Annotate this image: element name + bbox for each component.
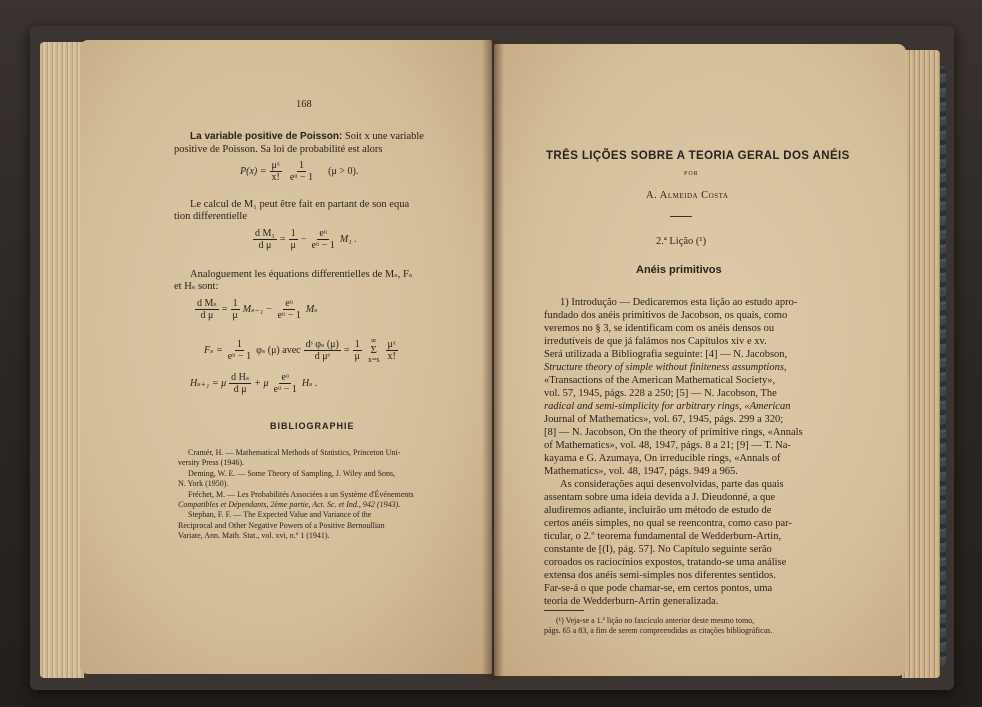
p2-line: assentam sobre uma ideia devida a J. Dieudonné, a que [544, 492, 776, 503]
page-number: 168 [296, 99, 312, 110]
p2-line: constante de [(I), pág. 57]. No Capítulo seguinte serão [544, 544, 772, 555]
eq2-tail: M₁ . [339, 234, 357, 245]
analog-text-2: et Hₛ sont: [174, 281, 219, 292]
eq4-lhs: Fₛ = [204, 344, 223, 356]
p2-line: ticular, o 2.º teorema fundamental de Wedderburn-Artin, [544, 531, 782, 542]
p1-line: Structure theory of simple without finiteness assumptions, [544, 362, 787, 373]
footnote-divider [544, 610, 584, 611]
eq4-t4-den: x! [387, 350, 396, 362]
eq1-frac2-num: 1 [298, 160, 304, 171]
eq4-t4-num: μˣ [387, 338, 396, 350]
p2-line: Far-se-á o que pode chamar-se, em certos pontos, uma [544, 583, 773, 594]
eq5-mid: + μ [254, 378, 269, 389]
eq1-condition: (μ > 0). [328, 166, 359, 177]
eq3-t2-den: eᵘ − 1 [277, 310, 301, 321]
bib-line: versity Press (1946). [178, 458, 244, 468]
eq3-equals: = [221, 304, 228, 315]
p1-line: of Mathematics», vol. 48, 1947, págs. 8 a 21; [9] — T. Na- [544, 440, 791, 451]
eq1-lhs: P(x) = [240, 166, 267, 177]
p2-line: aludiremos adiante, incluirão um método de estudo de [544, 505, 772, 516]
equation-fs [204, 336, 401, 364]
eq1-frac2-den: eᵘ − 1 [289, 172, 314, 183]
footnote-line: (¹) Veja-se a 1.ª lição no fascículo anterior deste mesmo tomo, [556, 616, 755, 625]
section-title: Anéis primitivos [636, 264, 722, 276]
bib-line: Stephan, F. F. — The Expected Value and Variance of the [188, 510, 372, 520]
poisson-paragraph [190, 130, 424, 143]
article-title: TRÊS LIÇÕES SOBRE A TEORIA GERAL DOS ANÉIS [546, 150, 850, 162]
eq1-frac1-den: x! [271, 172, 280, 183]
eq3-t1-den: μ [232, 310, 238, 321]
eq2-t1-num: 1 [290, 228, 296, 239]
eq3-lhs-num: d Mₛ [197, 298, 217, 309]
eq2-lhs-den: d μ [258, 240, 272, 251]
title-divider [670, 216, 692, 217]
p1-line: «Transactions of the American Mathematical Society», [544, 375, 776, 386]
bib-line: Compatibles et Dépendants, 2ème partie, Act. Sc. et Ind., 942 (1943). [178, 500, 401, 510]
p1-line: irredutíveis de que já falámos nos Capítulos xiv e xv. [544, 336, 767, 347]
p2-line: extensa dos anéis semi-simples nos diferentes sentidos. [544, 570, 776, 581]
equation-differential-ms [192, 298, 318, 321]
paragraph-considerations [544, 478, 874, 608]
eq3-t1-num: 1 [232, 298, 238, 309]
eq3-tail: Mₛ [305, 304, 318, 315]
eq5-t1-den: d μ [233, 384, 247, 395]
paragraph-intro [544, 296, 874, 478]
p1-line: Mathematics», vol. 48, 1947, págs. 949 a 965. [544, 466, 738, 477]
p2-line: teoria de Wedderburn-Artin generalizada. [544, 596, 719, 607]
equation-hs [190, 372, 317, 395]
footnote-line: págs. 65 a 83, a fim de serem compreendidas as citações bibliográficas. [544, 626, 773, 636]
eq3-lhs-den: d μ [200, 310, 214, 321]
analog-text-1: Analoguement les équations differentielles de Mₛ, Fₛ [190, 269, 413, 280]
eq2-lhs-num: d M₁ [255, 228, 275, 239]
book-gutter [482, 40, 504, 680]
poisson-heading: La variable positive de Poisson: [190, 131, 343, 142]
eq3-t2-num: eᵘ [285, 298, 294, 309]
eq5-t2-den: eᵘ − 1 [273, 384, 297, 395]
p1-line: 1) Introdução — Dedicaremos esta lição ao estudo apro- [560, 297, 798, 308]
eq4-t2-num: dˢ φₛ (μ) [305, 338, 339, 350]
footnote [544, 616, 874, 637]
calc-text-2: tion differentielle [174, 211, 247, 222]
eq5-tail: Hₛ . [301, 378, 318, 389]
eq4-equals: = [343, 344, 350, 356]
bibliographie-title: BIBLIOGRAPHIE [270, 421, 355, 431]
p1-line: radical and semi-simplicity for arbitrary rings, «American [544, 401, 791, 412]
eq2-t1-den: μ [290, 240, 296, 251]
eq4-t3-den: μ [354, 350, 360, 362]
bibliography-list [178, 448, 478, 542]
bib-line: Deming, W. E. — Some Theory of Sampling, J. Wiley and Sons, [188, 468, 396, 478]
eq4-t3-num: 1 [354, 338, 360, 350]
eq2-t2-den: eᵘ − 1 [311, 240, 335, 251]
eq5-t2-num: eᵘ [281, 372, 290, 383]
eq4-t1-den: eᵘ − 1 [227, 350, 252, 362]
p2-line: certos anéis simples, no qual se reencontra, como caso par- [544, 518, 792, 529]
eq4-t2-den: d μˢ [314, 350, 330, 362]
author-name: A. Almeida Costa [646, 190, 729, 201]
eq3-mid: Mₛ₋₁ − [242, 304, 273, 315]
lesson-heading: 2.ª Lição (¹) [656, 236, 707, 247]
p1-line: kayama e G. Azumaya, On irreducible rings, «Annals of [544, 453, 781, 464]
eq4-sum-top: ∞ [370, 336, 377, 345]
eq4-sum-symbol: Σ [370, 344, 377, 356]
por-label: POR [684, 171, 699, 177]
bib-line: Cramér, H. — Mathematical Methods of Statistics, Princeton Uni- [188, 448, 401, 457]
p1-line: fundado dos anéis primitivos de Jacobson, os quais, como [544, 310, 788, 321]
poisson-intro-2: positive de Poisson. Sa loi de probabilité est alors [174, 144, 383, 155]
right-page-edges [902, 50, 940, 678]
p2-line: As considerações aqui desenvolvidas, parte das quais [560, 479, 784, 490]
right-page [494, 44, 906, 676]
calc-text-1: Le calcul de M₁ peut être fait en partant de son equa [190, 199, 410, 210]
eq1-frac1-num: μˣ [271, 160, 280, 171]
eq2-equals: = [279, 234, 286, 245]
p2-line: coroados os raciocínios expostos, tratando-se uma análise [544, 557, 787, 568]
eq5-lhs: Hₛ₊₁ = μ [190, 378, 227, 389]
eq5-t1-num: d Hₛ [231, 372, 250, 383]
p1-line: [8] — N. Jacobson, On the theory of primitive rings, «Annals [544, 427, 803, 438]
left-page [80, 40, 492, 674]
p1-line: Journal of Mathematics», vol. 67, 1945, págs. 299 a 320; [544, 414, 784, 425]
left-page-edges [40, 42, 84, 678]
eq2-minus: − [300, 234, 307, 245]
bib-line: Variate, Ann. Math. Stat., vol. xvi, n.º 1 (1941). [178, 531, 330, 541]
p1-line: veremos no § 3, se identificam com os anéis densos ou [544, 323, 775, 334]
eq2-t2-num: eᵘ [319, 228, 328, 239]
equation-differential-m1 [250, 228, 357, 251]
eq4-t1-num: 1 [236, 338, 242, 350]
bib-line: Fréchet, M. — Les Probabilités Associées a un Système d'Événements [188, 489, 414, 499]
bib-line: N. York (1950). [178, 479, 229, 489]
poisson-intro-1: Soit x une variable [344, 131, 424, 142]
equation-probability [240, 160, 358, 183]
eq4-sum-bottom: x=s [367, 355, 380, 364]
p1-line: Será utilizada a Bibliografia seguinte: [4] — N. Jacobson, [544, 349, 788, 360]
eq4-mid: φₛ (μ) avec [256, 344, 301, 356]
bib-line: Reciprocal and Other Negative Powers of a Positive Bernoullian [178, 520, 385, 530]
p1-line: vol. 57, 1945, págs. 228 a 250; [5] — N. Jacobson, The [544, 388, 777, 399]
